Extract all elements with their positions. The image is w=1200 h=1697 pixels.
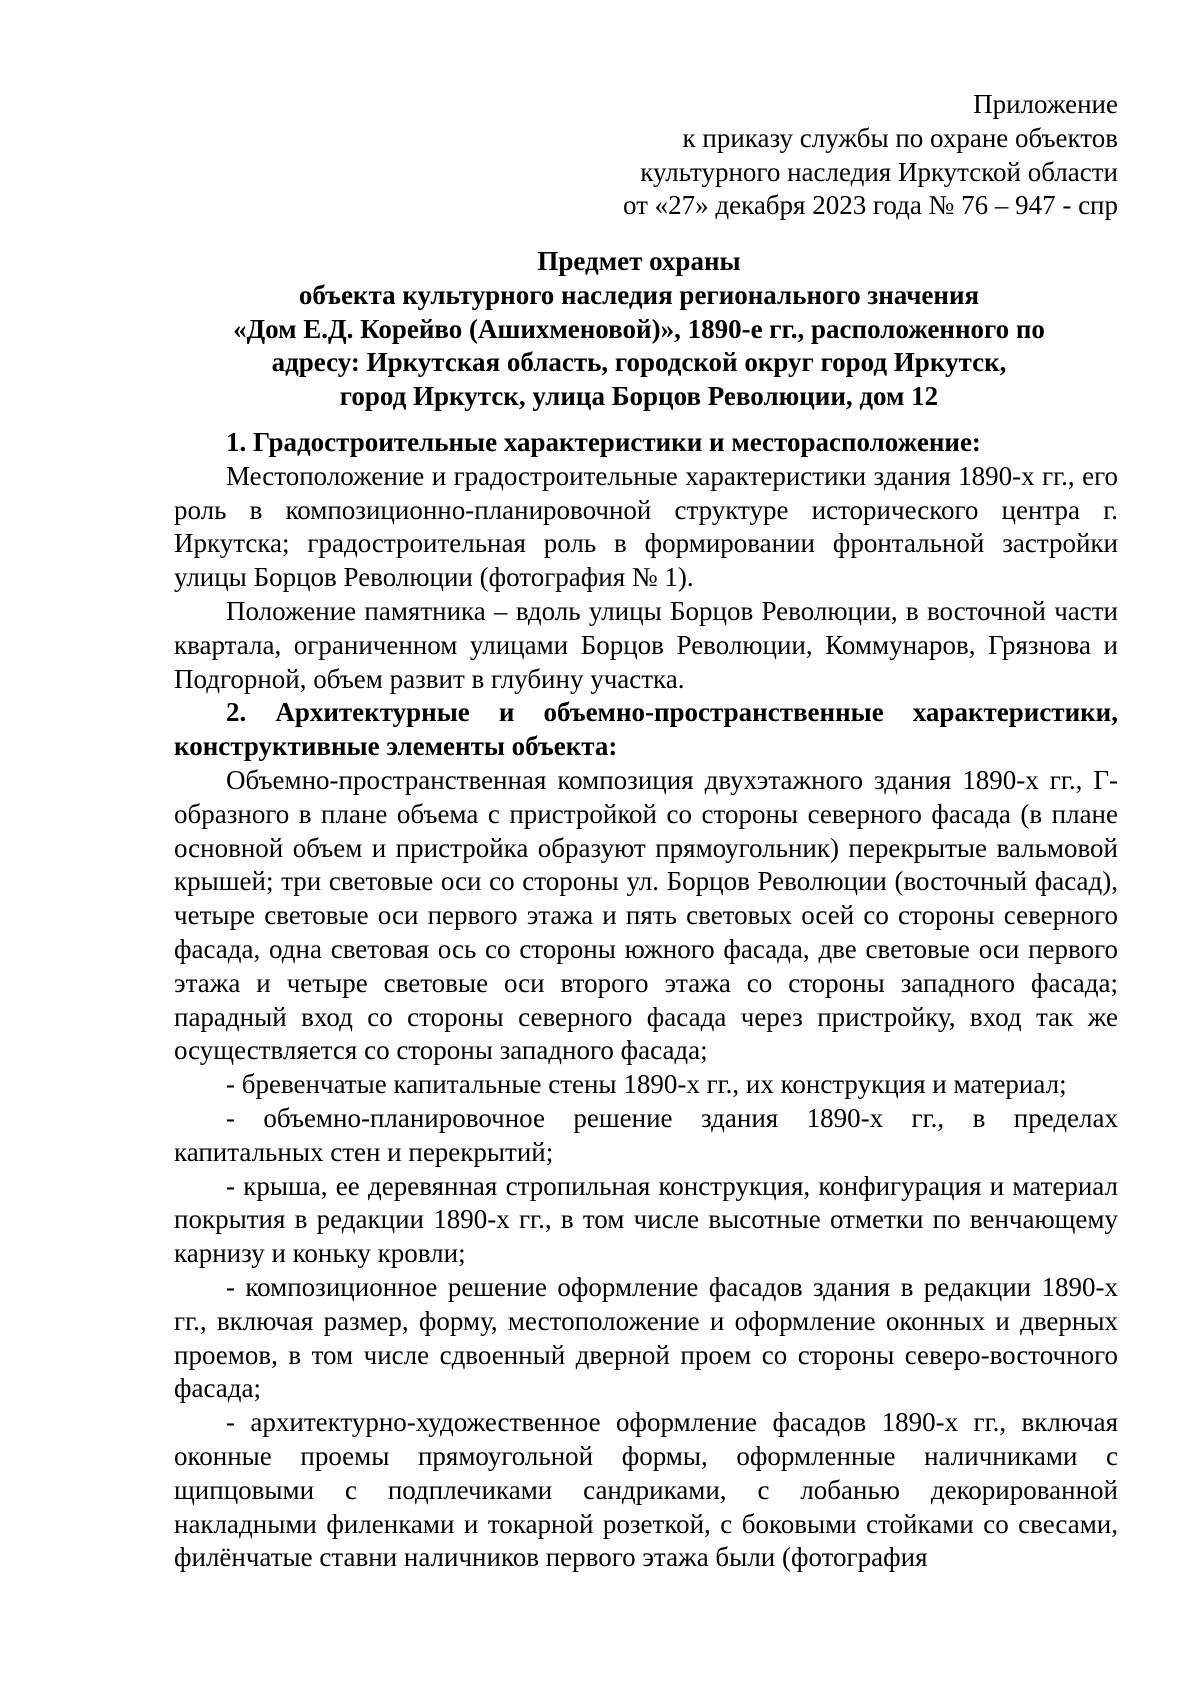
- title-line: «Дом Е.Д. Корейво (Ашихменовой)», 1890-е гг., расположенного по: [233, 313, 1045, 344]
- document-body: [174, 426, 1118, 1575]
- list-item: - архитектурно-художественное оформление фасадов 1890-х гг., включая оконные проемы прямоугольной формы, оформленные наличниками с щипцовыми с подплечиками сандриками, с лобанью декорированной накладными филенками и токарной розеткой, с боковыми стойками со свесами, филёнчатые ставни наличников первого этажа были (фотография: [174, 1407, 1118, 1573]
- list-item: - бревенчатые капитальные стены 1890-х гг., их конструкция и материал;: [226, 1069, 1067, 1100]
- title-line: Предмет охраны: [537, 246, 741, 276]
- list-item: - композиционное решение оформление фасадов здания в редакции 1890-х гг., включая размер, форму, местоположение и оформление оконных и дверных проемов, в том числе сдвоенный дверной проем со стороны северо-восточного фасада;: [174, 1271, 1118, 1404]
- paragraph: Местоположение и градостроительные характеристики здания 1890-х гг., его роль в композиционно-планировочной структуре исторического центра г. Иркутска; градостроительная роль в формировании фронтальной застройки улицы Борцов Революции (фотография № 1).: [174, 460, 1118, 593]
- list-item: - объемно-планировочное решение здания 1890-х гг., в пределах капитальных стен и перекрытий;: [174, 1102, 1118, 1167]
- section-1-heading: 1. Градостроительные характеристики и месторасположение:: [226, 427, 981, 457]
- appendix-authority: культурного наследия Иркутской области: [640, 156, 1118, 187]
- appendix-order-date-number: от «27» декабря 2023 года № 76 – 947 - спр: [622, 190, 1118, 221]
- title-line: адресу: Иркутская область, городской округ город Иркутск,: [271, 347, 1007, 378]
- paragraph: Положение памятника – вдоль улицы Борцов Революции, в восточной части квартала, ограниченном улицами Борцов Революции, Коммунаров, Грязнова и Подгорной, объем развит в глубину участка.: [174, 595, 1118, 694]
- appendix-label: Приложение: [973, 89, 1118, 119]
- appendix-order-reference: к приказу службы по охране объектов: [682, 122, 1118, 153]
- list-item: - крыша, ее деревянная стропильная конструкция, конфигурация и материал покрытия в редакции 1890-х гг., в том числе высотные отметки по венчающему карнизу и коньку кровли;: [174, 1170, 1118, 1269]
- appendix-block: [498, 88, 1118, 223]
- section-2-heading: 2. Архитектурные и объемно-пространственные характеристики, конструктивные элементы объекта:: [174, 697, 1118, 762]
- paragraph: Объемно-пространственная композиция двухэтажного здания 1890-х гг., Г-образного в плане объема с пристройкой со стороны северного фасада (в плане основной объем и пристройка образуют прямоугольник) перекрытые вальмовой крышей; три световые оси со стороны ул. Борцов Революции (восточный фасад), четыре световые оси первого этажа и пять световых осей со стороны северного фасада, одна световая ось со стороны южного фасада, две световые оси первого этажа и четыре световые оси второго этажа со стороны западного фасада; парадный вход со стороны северного фасада через пристройку, вход так же осуществляется со стороны западного фасада;: [174, 764, 1118, 1066]
- title-line: город Иркутск, улица Борцов Революции, дом 12: [339, 381, 939, 412]
- title-line: объекта культурного наследия регионального значения: [298, 279, 980, 310]
- document-title: [160, 245, 1118, 414]
